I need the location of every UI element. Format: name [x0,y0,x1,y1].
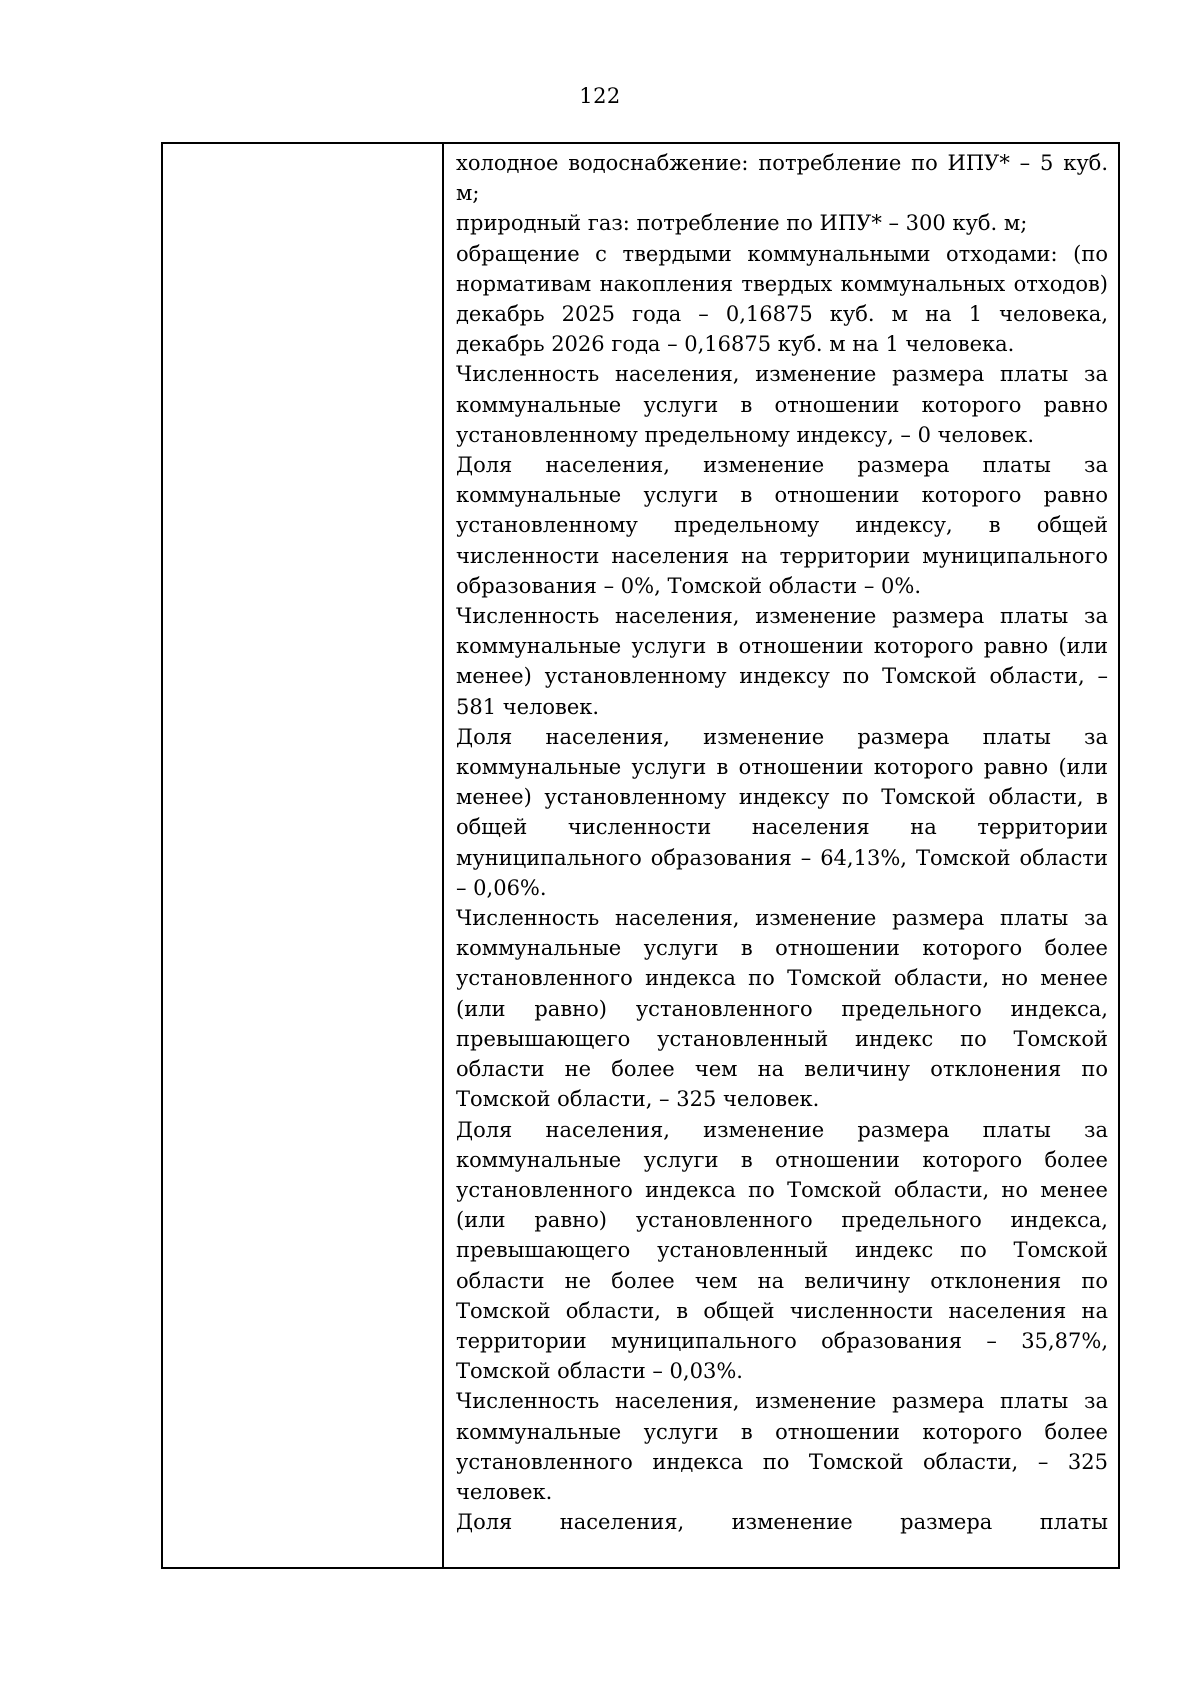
paragraph-solid-waste: обращение с твердыми коммунальными отходами: (по нормативам накопления твердых коммунальных отходов) декабрь 2025 года – 0,16875 куб. м на 1 человека, декабрь 2026 года – 0,16875 куб. м на 1 человека. [456,241,1108,357]
paragraph-population-equal-limit: Численность населения, изменение размера платы за коммунальные услуги в отношении которого равно установленному предельному индексу, – 0 человек. [456,362,1108,447]
paragraph-population-above-index: Численность населения, изменение размера платы за коммунальные услуги в отношении которого более установленного индекса по Томской области, – 325 человек. [456,1389,1108,1504]
document-table [161,142,1120,1569]
table-cell-left [163,144,444,1567]
page-number: 122 [579,84,621,108]
paragraph-share-equal-or-less-index: Доля населения, изменение размера платы за коммунальные услуги в отношении которого равно (или менее) установленному индексу по Томской области, в общей численности населения на территории муниципального образования – 64,13%, Томской области – 0,06%. [456,724,1108,900]
table-cell-right [444,144,1118,1567]
paragraph-population-above-index-within-deviation: Численность населения, изменение размера платы за коммунальные услуги в отношении которого более установленного индекса по Томской области, но менее (или равно) установленного предельного индекса, превышающего установленный индекс по Томской области не более чем на величину отклонения по Томской области, – 325 человек. [456,906,1108,1112]
paragraph-share-equal-limit: Доля населения, изменение размера платы за коммунальные услуги в отношении которого равно установленному предельному индексу, в общей численности населения на территории муниципального образования – 0%, Томской области – 0%. [456,453,1108,598]
paragraph-cold-water: холодное водоснабжение: потребление по ИПУ* – 5 куб. м; [456,151,1108,206]
paragraph-share-above-index-truncated: Доля населения, изменение размера платы [456,1510,1108,1535]
paragraph-natural-gas: природный газ: потребление по ИПУ* – 300 куб. м; [456,211,1028,236]
paragraph-share-above-index-within-deviation: Доля населения, изменение размера платы за коммунальные услуги в отношении которого более установленного индекса по Томской области, но менее (или равно) установленного предельного индекса, превышающего установленный индекс по Томской области не более чем на величину отклонения по Томской области, в общей численности населения на территории муниципального образования – 35,87%, Томской области – 0,03%. [456,1117,1108,1384]
paragraph-population-equal-or-less-index: Численность населения, изменение размера платы за коммунальные услуги в отношении которого равно (или менее) установленному индексу по Томской области, – 581 человек. [456,604,1108,719]
